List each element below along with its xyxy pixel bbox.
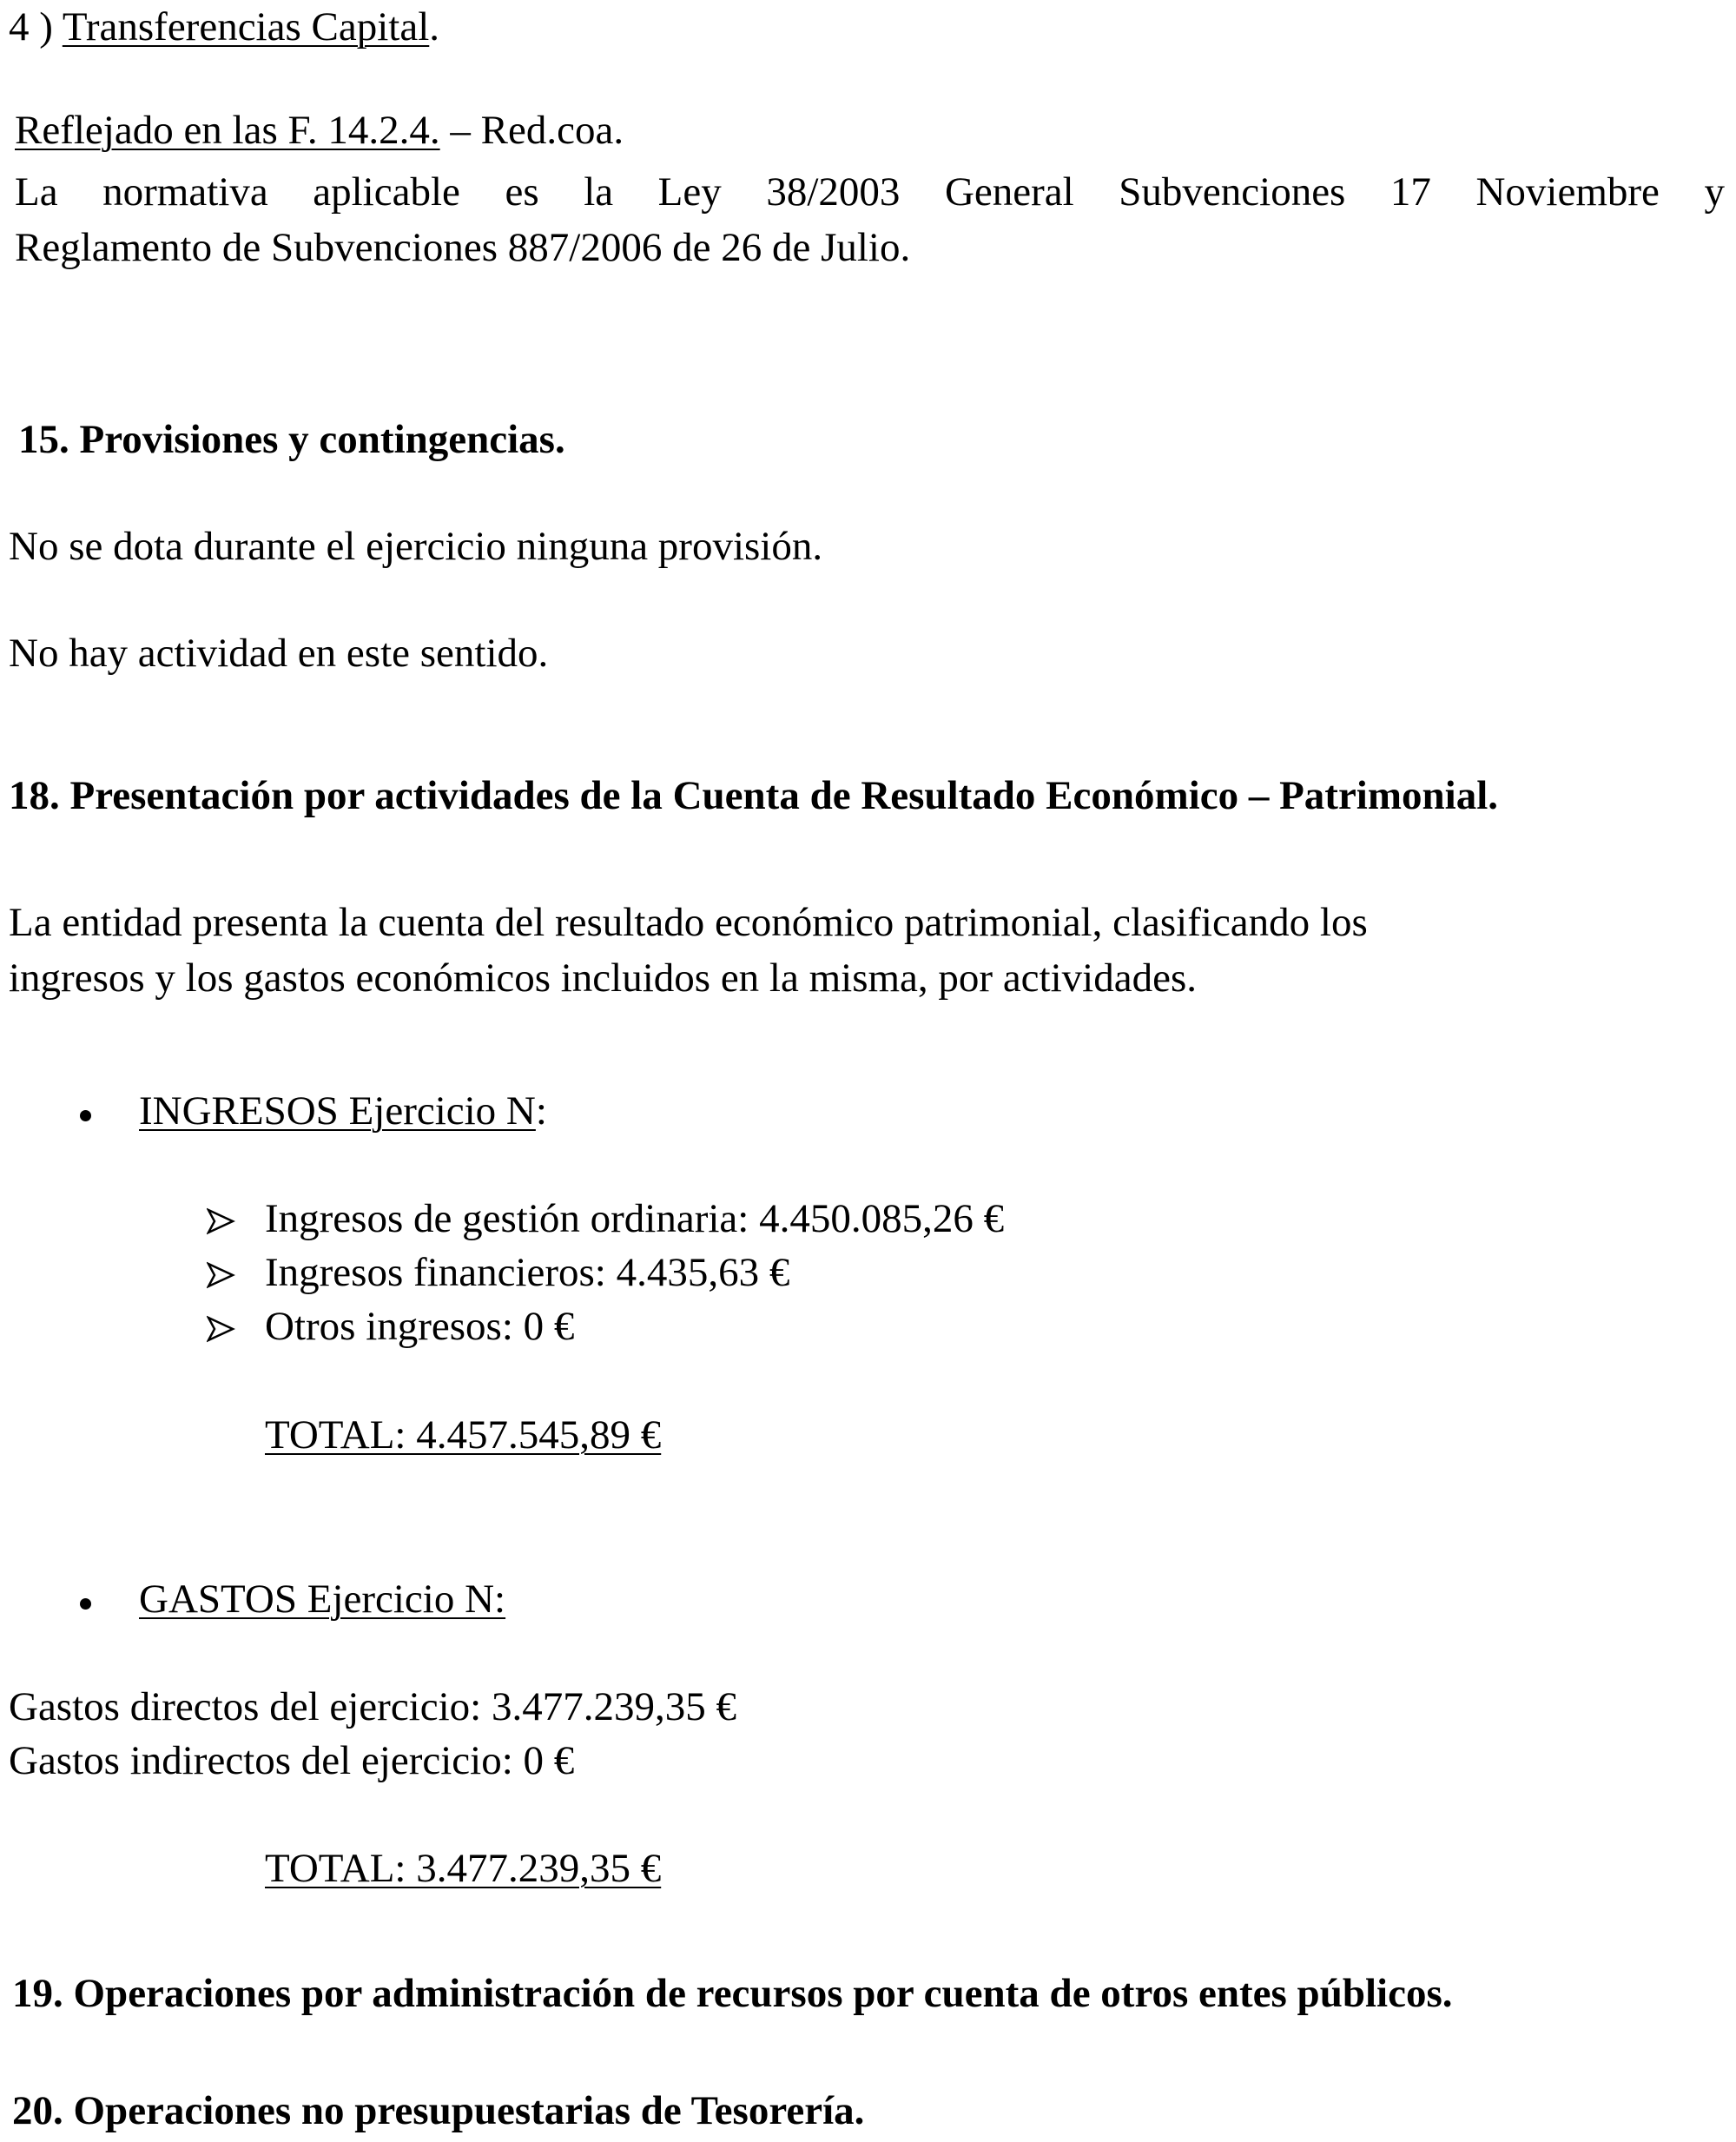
section-18-intro-line-2: ingresos y los gastos económicos incluidos en la misma, por actividades. xyxy=(9,955,1197,1001)
ingresos-item-2: Ingresos financieros: 4.435,63 € xyxy=(265,1250,790,1295)
arrow-bullet-icon xyxy=(207,1260,236,1290)
normativa-line-1: La normativa aplicable es la Ley 38/2003 General Subvenciones 17 Noviembre y xyxy=(15,169,1725,215)
section-20-heading: 20. Operaciones no presupuestarias de Tesorería. xyxy=(12,2088,865,2133)
section-18-intro-line-1: La entidad presenta la cuenta del resultado económico patrimonial, clasificando los xyxy=(9,900,1368,945)
ingresos-label xyxy=(139,1088,547,1134)
ingresos-label-text: INGRESOS Ejercicio N xyxy=(139,1088,536,1134)
arrow-bullet-icon xyxy=(207,1207,236,1236)
section-4-title-suffix: . xyxy=(429,4,440,50)
ingresos-label-suffix: : xyxy=(535,1088,547,1134)
section-18-heading: 18. Presentación por actividades de la Cuenta de Resultado Económico – Patrimonial. xyxy=(9,773,1499,818)
ingresos-item-1: Ingresos de gestión ordinaria: 4.450.085,26 € xyxy=(265,1196,1005,1241)
arrow-bullet-icon xyxy=(207,1314,236,1344)
gastos-bullet-icon xyxy=(80,1598,91,1610)
section-15-paragraph-1: No se dota durante el ejercicio ninguna provisión. xyxy=(9,524,823,569)
ingresos-bullet-icon xyxy=(80,1110,91,1121)
normativa-line-2: Reglamento de Subvenciones 887/2006 de 26 de Julio. xyxy=(15,225,911,270)
section-4-reference xyxy=(15,110,624,151)
section-4-number: 4 ) xyxy=(9,4,53,50)
gastos-line-1: Gastos directos del ejercicio: 3.477.239,35 € xyxy=(9,1684,736,1729)
ingresos-total: TOTAL: 4.457.545,89 € xyxy=(265,1412,662,1458)
ingresos-item-3: Otros ingresos: 0 € xyxy=(265,1304,575,1349)
section-4-heading xyxy=(9,4,440,50)
reference-rest: – Red.coa. xyxy=(439,108,624,153)
section-15-heading: 15. Provisiones y contingencias. xyxy=(18,417,565,462)
section-15-paragraph-2: No hay actividad en este sentido. xyxy=(9,631,549,676)
section-19-heading: 19. Operaciones por administración de recursos por cuenta de otros entes públicos. xyxy=(12,1971,1453,2016)
section-4-title: Transferencias Capital xyxy=(62,4,430,50)
gastos-line-2: Gastos indirectos del ejercicio: 0 € xyxy=(9,1738,575,1783)
gastos-total: TOTAL: 3.477.239,35 € xyxy=(265,1846,662,1891)
gastos-label: GASTOS Ejercicio N: xyxy=(139,1577,506,1622)
reference-underlined: Reflejado en las F. 14.2.4. xyxy=(15,108,440,153)
